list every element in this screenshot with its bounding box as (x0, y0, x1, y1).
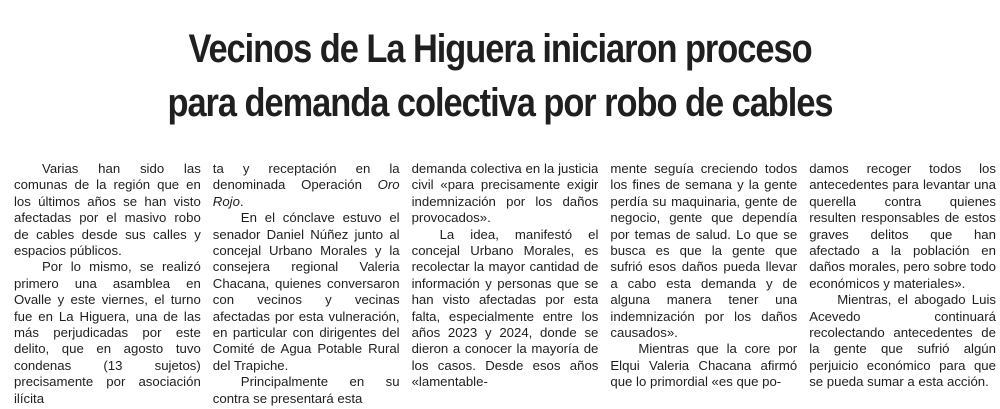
headline-line-2: para demanda colectiva por robo de cables (167, 81, 833, 125)
paragraph-text: . (239, 193, 244, 209)
headline (70, 22, 930, 130)
paragraph: En el cónclave estuvo el senador Daniel Núñez junto al concejal Urbano Morales y la consejera regional Valeria Chacana, quienes conversaron con vecinos y vecinas afectadas por esta vulneración, en particular con dirigentes del Comité de Agua Potable Rural del Trapiche. (212, 210, 400, 373)
paragraph: La idea, manifestó el concejal Urbano Morales, es recolectar la mayor cantidad de información y personas que se han visto afectadas por esta falta, especialmente entre los años 2023 y 2024, donde se dieron a conocer la mayoría de los casos. Desde esos años «lamentable- (411, 226, 599, 390)
paragraph: Mientras, el abogado Luis Acevedo continuará recolectando antecedentes de la gente que sufrió algún perjuicio económico para que se pueda sumar a esta acción. (809, 292, 996, 390)
operation-name: Oro Rojo (212, 177, 400, 209)
article-column-3 (412, 161, 599, 409)
article-column-4 (610, 161, 797, 409)
article-column-1 (14, 161, 201, 409)
article-body (14, 161, 996, 409)
paragraph: Varias han sido las comunas de la región que en los últimos años se han visto afectadas por el masivo robo de cables desde sus calles y espacios públicos. (14, 161, 201, 259)
paragraph: mente seguía creciendo todos los fines de semana y la gente perdía su maquinaria, gente de negocio, gente que dependía por temas de salud. Lo que se busca es que la gente que sufrió esos daños pueda llevar a cabo esta demanda y de alguna manera tener una indemnización por los daños causados». (610, 161, 798, 341)
headline-line-1: Vecinos de La Higuera iniciaron proceso (188, 27, 812, 71)
paragraph: demanda colectiva en la justicia civil «para precisamente exigir indemnización por los daños provocados». (411, 161, 599, 226)
paragraph: Por lo mismo, se realizó primero una asamblea en Ovalle y este viernes, el turno fue en La Higuera, una de las más perjudicadas por este delito, que en agosto tuvo condenas (13 sujetos) precisamente por asociación ilícita (14, 259, 201, 406)
article-column-2 (213, 161, 400, 409)
paragraph-text: ta y receptación en la denominada Operación (212, 161, 400, 193)
paragraph: Mientras que la core por Elqui Valeria Chacana afirmó que lo primordial «es que po- (610, 341, 798, 390)
paragraph: Principalmente en su contra se presentará esta (212, 374, 400, 406)
paragraph: damos recoger todos los antecedentes para levantar una querella contra quienes resulten responsables de estos graves delitos que han afectado a la población en daños morales, pero sobre todo económicos y materiales». (809, 161, 996, 291)
article-column-5 (809, 161, 996, 409)
paragraph (213, 161, 400, 210)
